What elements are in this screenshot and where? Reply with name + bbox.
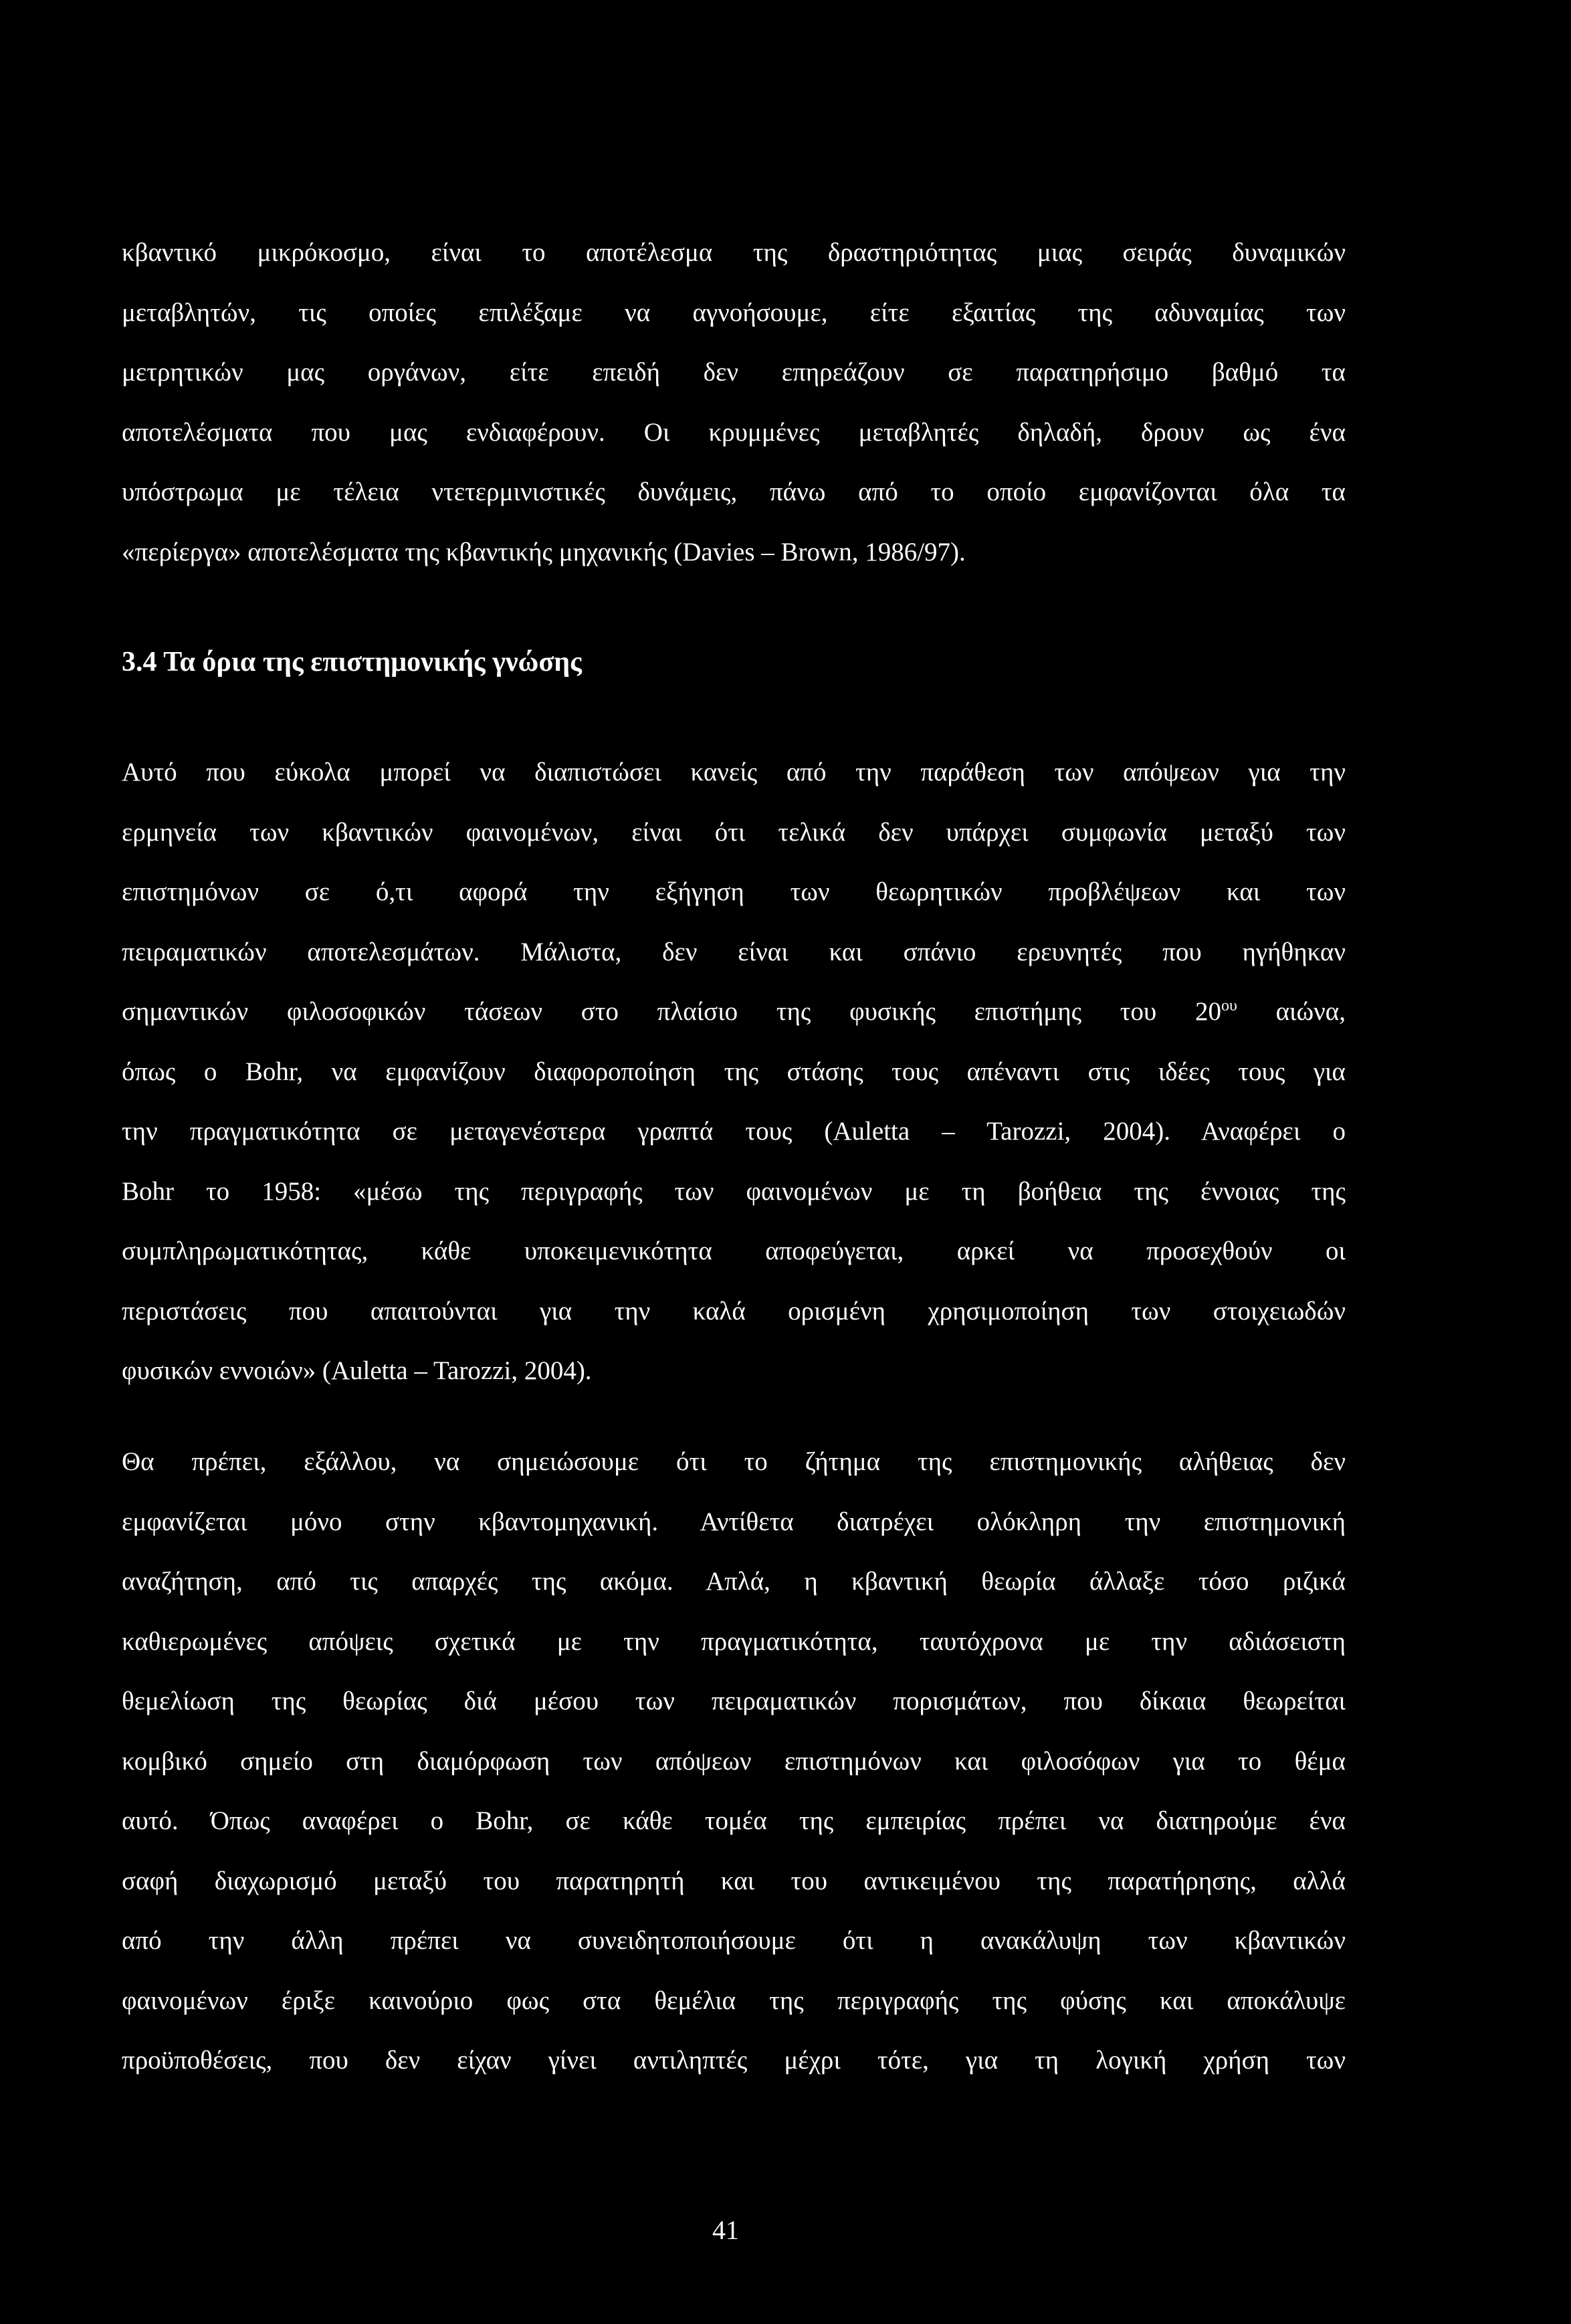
paragraph-2-line: την πραγματικότητα σε μεταγενέστερα γραπτά τους (Auletta – Tarozzi, 2004). Αναφέρει ο	[122, 1117, 1346, 1146]
paragraph-1-line: αποτελέσματα που μας ενδιαφέρουν. Οι κρυμμένες μεταβλητές δηλαδή, δρουν ως ένα	[122, 417, 1346, 447]
paragraph-2-line: Bohr το 1958: «μέσω της περιγραφής των φαινομένων με τη βοήθεια της έννοιας της	[122, 1176, 1346, 1206]
paragraph-3-line: από την άλλη πρέπει να συνειδητοποιήσουμε ότι η ανακάλυψη των κβαντικών	[122, 1926, 1346, 1955]
paragraph-3-line: κομβικό σημείο στη διαμόρφωση των απόψεων επιστημόνων και φιλοσόφων για το θέμα	[122, 1746, 1346, 1776]
paragraph-2-line: πειραματικών αποτελεσμάτων. Μάλιστα, δεν είναι και σπάνιο ερευνητές που ηγήθηκαν	[122, 937, 1346, 966]
paragraph-3-line: προϋποθέσεις, που δεν είχαν γίνει αντιληπτές μέχρι τότε, για τη λογική χρήση των	[122, 2046, 1346, 2075]
superscript-ordinal: ου	[1221, 997, 1237, 1015]
paragraph-2-line: συμπληρωματικότητας, κάθε υποκειμενικότητα αποφεύγεται, αρκεί να προσεχθούν οι	[122, 1237, 1346, 1265]
paragraph-2	[122, 742, 1346, 1401]
paragraph-2-line: φυσικών εννοιών» (Auletta – Tarozzi, 2004).	[122, 1356, 592, 1385]
paragraph-3-line: αναζήτηση, από τις απαρχές της ακόμα. Απλά, η κβαντική θεωρία άλλαξε τόσο ριζικά	[122, 1567, 1346, 1596]
paragraph-2-line: περιστάσεις που απαιτούνται για την καλά ορισμένη χρησιμοποίηση των στοιχειωδών	[122, 1296, 1346, 1326]
paragraph-3-line: θεμελίωση της θεωρίας διά μέσου των πειραματικών πορισμάτων, που δίκαια θεωρείται	[122, 1687, 1346, 1715]
paragraph-1-line: μεταβλητών, τις οποίες επιλέξαμε να αγνοήσουμε, είτε εξαιτίας της αδυναμίας των	[122, 298, 1346, 327]
paragraph-3-line: Θα πρέπει, εξάλλου, να σημειώσουμε ότι το ζήτημα της επιστημονικής αλήθειας δεν	[122, 1447, 1346, 1476]
paragraph-3-line: καθιερωμένες απόψεις σχετικά με την πραγματικότητα, ταυτόχρονα με την αδιάσειστη	[122, 1626, 1346, 1656]
paragraph-1-line: μετρητικών μας οργάνων, είτε επειδή δεν επηρεάζουν σε παρατηρήσιμο βαθμό τα	[122, 358, 1346, 387]
paragraph-1-line: υπόστρωμα με τέλεια ντετερμινιστικές δυνάμεις, πάνω από το οποίο εμφανίζονται όλα τα	[122, 478, 1346, 506]
paragraph-2-line-with-superscript	[122, 982, 1346, 1042]
paragraph-3	[122, 1432, 1346, 2091]
paragraph-1	[122, 223, 1346, 582]
line-text: σημαντικών φιλοσοφικών τάσεων στο πλαίσιο της φυσικής επιστήμης του 20	[122, 997, 1221, 1026]
paragraph-2-line: επιστημόνων σε ό,τι αφορά την εξήγηση των θεωρητικών προβλέψεων και των	[122, 877, 1346, 906]
paragraph-1-line: «περίεργα» αποτελέσματα της κβαντικής μηχανικής (Davies – Brown, 1986/97).	[122, 537, 966, 566]
paragraph-1-line: κβαντικό μικρόκοσμο, είναι το αποτέλεσμα της δραστηριότητας μιας σειράς δυναμικών	[122, 238, 1346, 267]
paragraph-2-line: όπως ο Bohr, να εμφανίζουν διαφοροποίηση της στάσης τους απέναντι στις ιδέες τους για	[122, 1057, 1346, 1086]
paragraph-3-line: σαφή διαχωρισμό μεταξύ του παρατηρητή και του αντικειμένου της παρατήρησης, αλλά	[122, 1866, 1346, 1895]
paragraph-2-line: ερμηνεία των κβαντικών φαινομένων, είναι ότι τελικά δεν υπάρχει συμφωνία μεταξύ των	[122, 817, 1346, 847]
section-heading: 3.4 Τα όρια της επιστημονικής γνώσης	[122, 647, 582, 677]
paragraph-3-line: εμφανίζεται μόνο στην κβαντομηχανική. Αντίθετα διατρέχει ολόκληρη την επιστημονική	[122, 1507, 1346, 1536]
paragraph-2-line: Αυτό που εύκολα μπορεί να διαπιστώσει κανείς από την παράθεση των απόψεων για την	[122, 758, 1346, 786]
paragraph-3-line: φαινομένων έριξε καινούριο φως στα θεμέλια της περιγραφής της φύσης και αποκάλυψε	[122, 1986, 1346, 2015]
page-number: 41	[712, 2215, 739, 2245]
paragraph-3-line: αυτό. Όπως αναφέρει ο Bohr, σε κάθε τομέα της εμπειρίας πρέπει να διατηρούμε ένα	[122, 1806, 1346, 1835]
line-text: αιώνα,	[1237, 997, 1346, 1026]
